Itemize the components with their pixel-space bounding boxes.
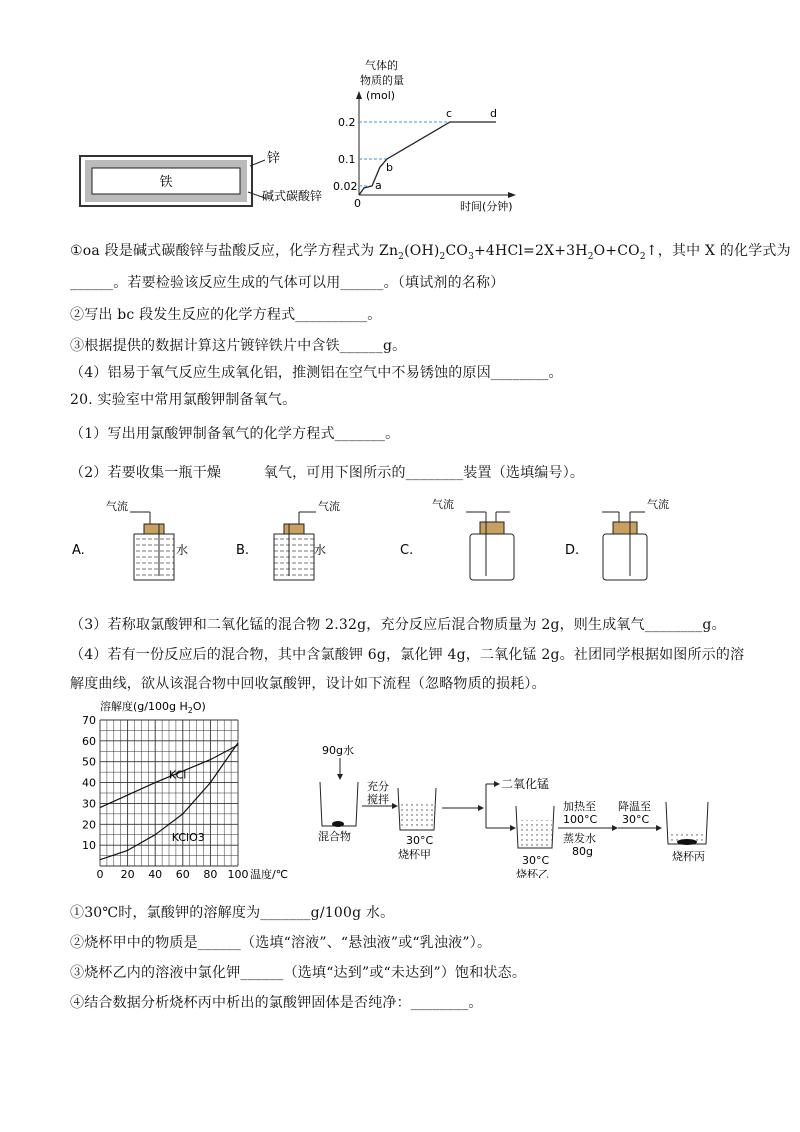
y-tick-label: 30: [82, 797, 96, 811]
origin-label: 0: [354, 197, 361, 210]
beaker-c-label: 烧杯丙: [672, 850, 705, 863]
point-d: d: [490, 107, 497, 120]
stir-label-2: 搅拌: [367, 793, 389, 806]
option-a-flow: 气流: [106, 500, 128, 513]
recovery-flow-diagram: [300, 738, 740, 878]
y-tick-label: 60: [82, 734, 96, 748]
sub-question-3: ③烧杯乙内的溶液中氯化钾______（选填“达到”或“未达到”）饱和状态。: [70, 965, 527, 981]
question-line-oa: ①oa 段是碱式碳酸锌与盐酸反应，化学方程式为 $Zn_2(OH)_2CO_3+4HCl=2X+3H_2O+CO_2↑$，其中 X 的化学式为: [70, 243, 791, 262]
x-tick-label: 60: [175, 868, 190, 881]
point-b: b: [386, 161, 393, 174]
apparatus-a: [72, 499, 188, 580]
question-line-iron-mass: ③根据提供的数据计算这片镀锌铁片中含铁______g。: [70, 338, 407, 354]
coating-label: 碱式碳酸锌: [262, 189, 323, 203]
option-a-letter: A.: [72, 543, 85, 558]
question-20-4-line2: 解度曲线，欲从该混合物中回收氯酸钾，设计如下流程（忽略物质的损耗）。: [70, 676, 546, 692]
solubility-chart: [72, 698, 312, 888]
cool-label-2: 30°C: [622, 813, 650, 826]
x-tick-label: 0: [96, 868, 104, 881]
beaker-b-temp: 30°C: [522, 854, 550, 867]
question-20-1: （1）写出用氯酸钾制备氧气的化学方程式_______。: [70, 426, 400, 442]
sub-question-4: ④结合数据分析烧杯丙中析出的氯酸钾固体是否纯净：________。: [70, 995, 483, 1011]
mixture-beaker: [320, 782, 358, 826]
heat-label-3: 蒸发水: [563, 832, 596, 845]
mixture-label: 混合物: [318, 830, 351, 843]
option-d-letter: D.: [565, 543, 580, 558]
chart-y-label: 溶解度(g/100g $H_2O$): [100, 700, 206, 715]
y-tick-label: 10: [82, 839, 96, 853]
option-a-water: 水: [176, 543, 189, 557]
question-line-test-gas: ______。若要检验该反应生成的气体可以用______。（填试剂的名称）: [70, 275, 505, 291]
mno2-label: 二氧化锰: [501, 777, 550, 791]
y-tick-0.02: 0.02: [333, 180, 358, 193]
beaker-a-label: 烧杯甲: [398, 848, 431, 861]
sub-question-1: ①30℃时，氯酸钾的溶解度为_______g/100g 水。: [70, 905, 395, 921]
apparatus-c: [400, 497, 514, 580]
x-tick-label: 80: [203, 868, 218, 881]
iron-label: 铁: [159, 175, 173, 190]
y-tick-0.2: 0.2: [338, 116, 356, 129]
gas-amount-graph: [320, 55, 540, 215]
apparatus-b: [236, 499, 340, 580]
heat-label-1: 加热至: [563, 800, 596, 813]
chart-x-label: 温度/℃: [250, 868, 289, 881]
heat-label-2: 100°C: [563, 813, 598, 826]
series-label-KCl: KCl: [169, 768, 187, 782]
question-line-bc: ②写出 bc 段发生反应的化学方程式__________。: [70, 307, 382, 323]
beaker-a-temp: 30°C: [406, 834, 434, 847]
x-tick-label: 40: [148, 868, 163, 881]
series-label-KClO3: KClO3: [171, 830, 205, 844]
gas-collection-apparatus: [70, 494, 710, 592]
cool-label-1: 降温至: [618, 800, 651, 813]
zinc-label: 锌: [267, 151, 281, 166]
y-axis-label-1: 气体的: [365, 59, 398, 72]
option-b-letter: B.: [236, 543, 250, 558]
y-tick-label: 20: [82, 818, 96, 832]
option-b-water: 水: [314, 543, 327, 557]
x-tick-label: 20: [120, 868, 135, 881]
y-tick-label: 70: [82, 714, 96, 727]
stir-label-1: 充分: [367, 780, 389, 793]
point-c: c: [446, 107, 453, 120]
question-20-title: 20. 实验室中常用氯酸钾制备氧气。: [70, 392, 297, 408]
question-20-2: （2）若要收集一瓶干燥 氧气，可用下图所示的________装置（选填编号）。: [70, 465, 585, 481]
x-tick-label: 100: [227, 868, 249, 881]
y-axis-unit: (mol): [366, 89, 396, 102]
y-tick-label: 50: [82, 755, 96, 769]
y-tick-label: 40: [82, 776, 96, 790]
option-c-letter: C.: [400, 543, 414, 558]
heat-label-4: 80g: [572, 845, 593, 858]
y-tick-0.1: 0.1: [338, 153, 356, 166]
beaker-b-label: 烧杯乙: [516, 868, 549, 878]
question-line-aluminum: （4）铝易于氧气反应生成氧化铝，推测铝在空气中不易锈蚀的原因________。: [70, 365, 563, 381]
water-label: 90g水: [322, 744, 354, 757]
y-axis-label-2: 物质的量: [360, 74, 404, 87]
option-b-flow: 气流: [318, 500, 340, 513]
apparatus-d: [565, 497, 669, 580]
question-20-4-line1: （4）若有一份反应后的混合物，其中含氯酸钾 6g，氯化钾 4g，二氧化锰 2g。社团同学根据如图所示的溶: [70, 647, 745, 663]
point-a: a: [375, 179, 382, 192]
x-axis-label: 时间(分钟): [460, 200, 513, 213]
option-d-flow: 气流: [647, 498, 669, 511]
sub-question-2: ②烧杯甲中的物质是______（选填“溶液”、“悬浊液”或“乳浊液”）。: [70, 935, 492, 951]
question-20-3: （3）若称取氯酸钾和二氧化锰的混合物 2.32g，充分反应后混合物质量为 2g，则生成氧气________g。: [70, 617, 726, 633]
option-c-flow: 气流: [432, 498, 454, 511]
